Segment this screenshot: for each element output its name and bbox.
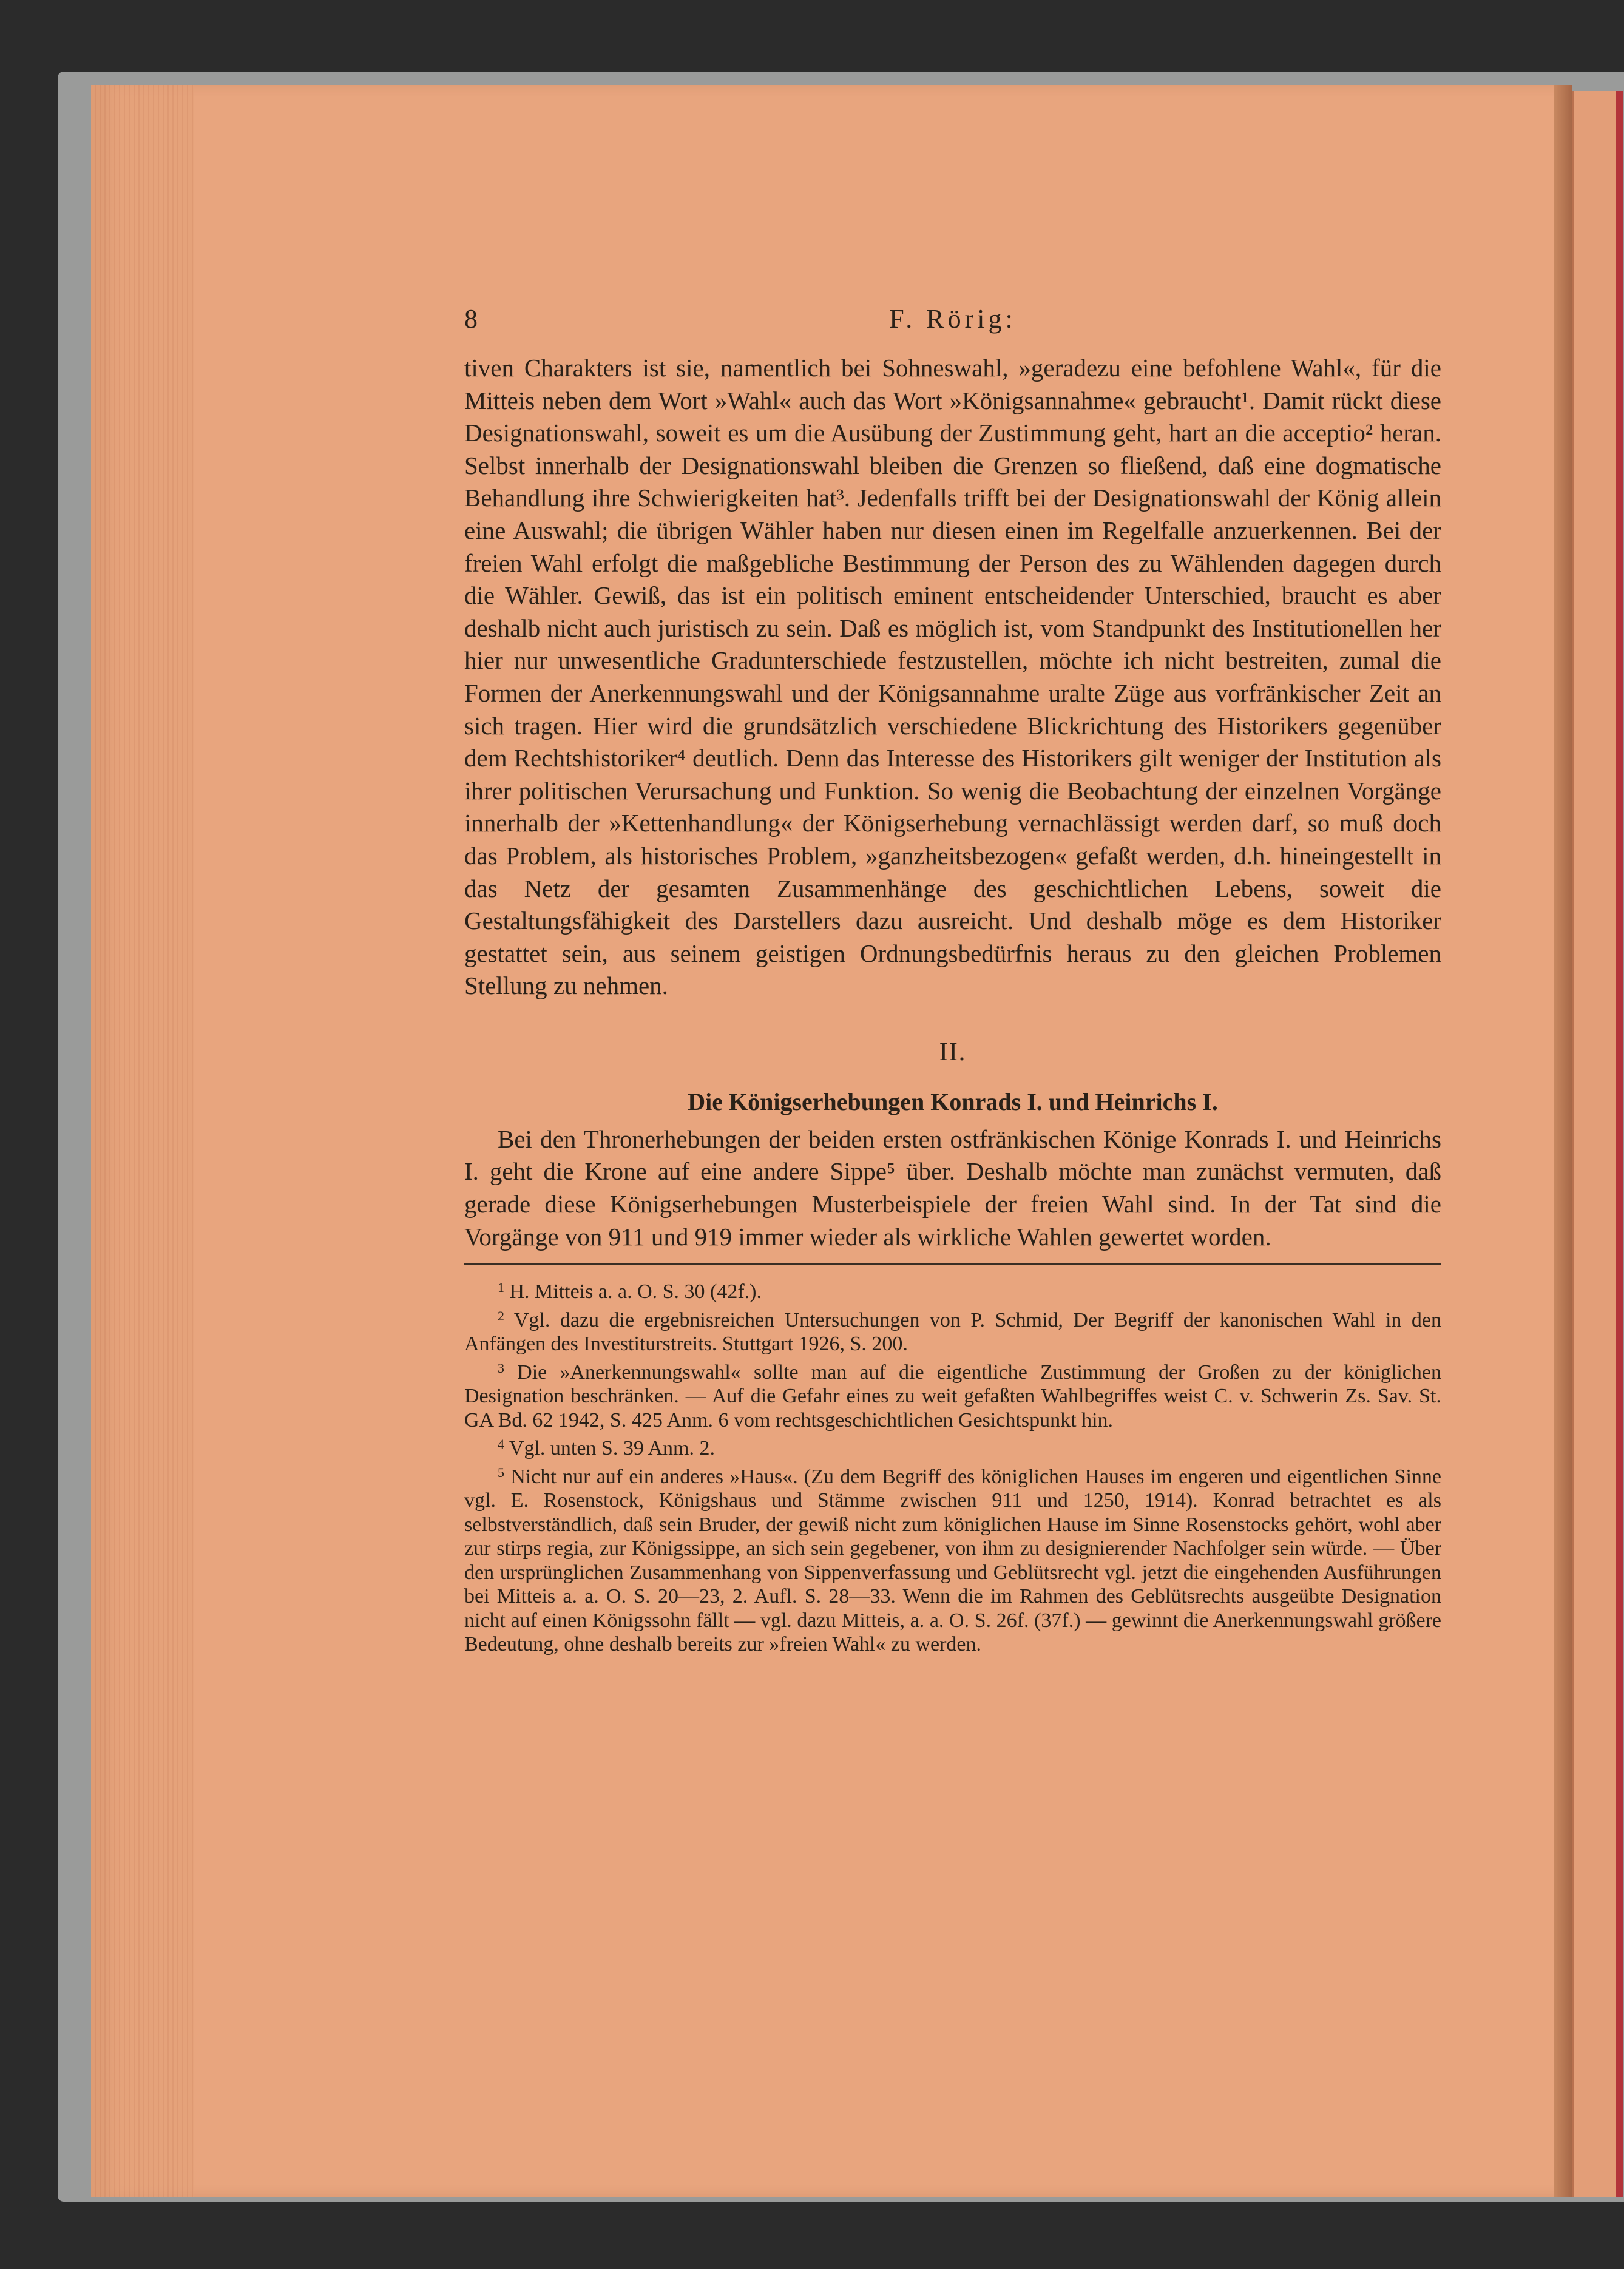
footnote-text: Vgl. dazu die ergebnisreichen Untersuchungen von P. Schmid, Der Begriff der kanonischen Wahl in den Anfängen des Investiturstreits. Stuttgart 1926, S. 200. [464,1308,1441,1356]
footnote-text: Die »Anerkennungswahl« sollte man auf die eigentliche Zustimmung der Großen zu der königlichen Designation beschränken. — Auf die Gefahr eines zu weit gefaßten Wahlbegriffes weist C. v. Schwerin Zs. Sav. St. GA Bd. 62 1942, S. 425 Anm. 6 vom rechtsgeschichtlichen Gesichtspunkt hin. [464,1361,1441,1432]
body-paragraph: tiven Charakters ist sie, namentlich bei Sohneswahl, »geradezu eine befohlene Wahl«, für die Mitteis neben dem Wort »Wahl« auch das Wort »Königsannahme« gebraucht¹. Damit rückt diese Designationswahl, soweit es um die Ausübung der Zustimmung geht, hart an die acceptio² heran. Selbst innerhalb der Designationswahl bleiben die Grenzen so fließend, daß eine dogmatische Behandlung ihre Schwierigkeiten hat³. Jedenfalls trifft bei der Designationswahl der König allein eine Auswahl; die übrigen Wähler haben nur diesen einen im Regelfalle anzuerkennen. Bei der freien Wahl erfolgt die maßgebliche Bestimmung der Person des zu Wählenden dagegen durch die Wähler. Gewiß, das ist ein politisch eminent entscheidender Unterschied, braucht es aber deshalb nicht auch juristisch zu sein. Daß es möglich ist, vom Standpunkt des Institutionellen her hier nur unwesentliche Gradunterschiede festzustellen, möchte ich nicht bestreiten, zumal die Formen der Anerkennungswahl und der Königsannahme uralte Züge aus vorfränkischer Zeit an sich tragen. Hier wird die grundsätzlich verschiedene Blickrichtung des Historikers gegenüber dem Rechtshistoriker⁴ deutlich. Denn das Interesse des Historikers gilt weniger der Institution als ihrer politischen Verursachung und Funktion. So wenig die Beobachtung der einzelnen Vorgänge innerhalb der »Kettenhandlung« der Königserhebung vernachlässigt werden darf, so muß doch das Problem, als historisches Problem, »ganzheitsbezogen« gefaßt werden, d.h. hineingestellt in das Netz der gesamten Zusammenhänge des geschichtlichen Lebens, soweit die Gestaltungsfähigkeit des Darstellers dazu ausreicht. Und deshalb möge es dem Historiker gestattet sein, aus seinem geistigen Ordnungsbedürfnis heraus zu den gleichen Problemen Stellung zu nehmen. [464,354,1441,1000]
body-paragraph: Bei den Thronerhebungen der beiden ersten ostfränkischen Könige Konrads I. und Heinrichs I. geht die Krone auf eine andere Sippe⁵ über. Deshalb möchte man zunächst vermuten, daß gerade diese Königserhebungen Musterbeispiele der freien Wahl sind. In der Tat sind die Vorgänge von 911 und 919 immer wieder als wirkliche Wahlen gewertet worden. [464,1124,1441,1251]
running-head [464,303,1441,352]
running-title: F. Rörig: [889,304,1017,334]
footnote [464,1276,1441,1304]
footnote-rule [464,1263,1441,1265]
book-gutter [1554,85,1572,2197]
footnote [464,1304,1441,1356]
red-page-edge [1616,91,1623,2197]
footnote-mark: 4 [498,1436,504,1452]
footnote-text: H. Mitteis a. a. O. S. 30 (42f.). [509,1280,762,1304]
section-heading: Die Königserhebungen Konrads I. und Heinrichs I. [688,1087,1218,1115]
footnote [464,1356,1441,1433]
page-number: 8 [464,304,478,334]
text-block [464,303,1441,1657]
footnotes [464,1276,1441,1657]
page-edges [91,85,194,2197]
footnote-mark: 3 [498,1360,504,1376]
footnote-mark: 2 [498,1308,504,1324]
footnote-text: Vgl. unten S. 39 Anm. 2. [509,1437,715,1460]
footnote-text: Nicht nur auf ein anderes »Haus«. (Zu dem Begriff des königlichen Hauses im engeren und eigentlichen Sinne vgl. E. Rosenstock, Königshaus und Stämme zwischen 911 und 1250, 1914). Konrad betrachtet es als selbstverständlich, daß sein Bruder, der gewiß nicht zum königlichen Hause im Sinne Rosenstocks gehört, wohl aber zur stirps regia, zur Königssippe, an sich sein gegebener, von ihm zu designierender Nachfolger sein würde. — Über den ursprünglichen Zusammenhang von Sippenverfassung und Geblütsrecht vgl. jetzt die eingehenden Ausführungen bei Mitteis a. a. O. S. 20—23, 2. Aufl. S. 28—33. Wenn die im Rahmen des Geblütsrechts ausgeübte Designation nicht auf einen Königssohn fällt — vgl. dazu Mitteis, a. a. O. S. 26f. (37f.) — gewinnt die Anerkennungswahl größere Bedeutung, ohne deshalb bereits zur »freien Wahl« zu werden. [464,1465,1441,1656]
footnote-mark: 5 [498,1464,504,1480]
footnote [464,1432,1441,1461]
footnote-mark: 1 [498,1280,504,1296]
footnote [464,1461,1441,1657]
section-number: II. [939,1038,967,1066]
